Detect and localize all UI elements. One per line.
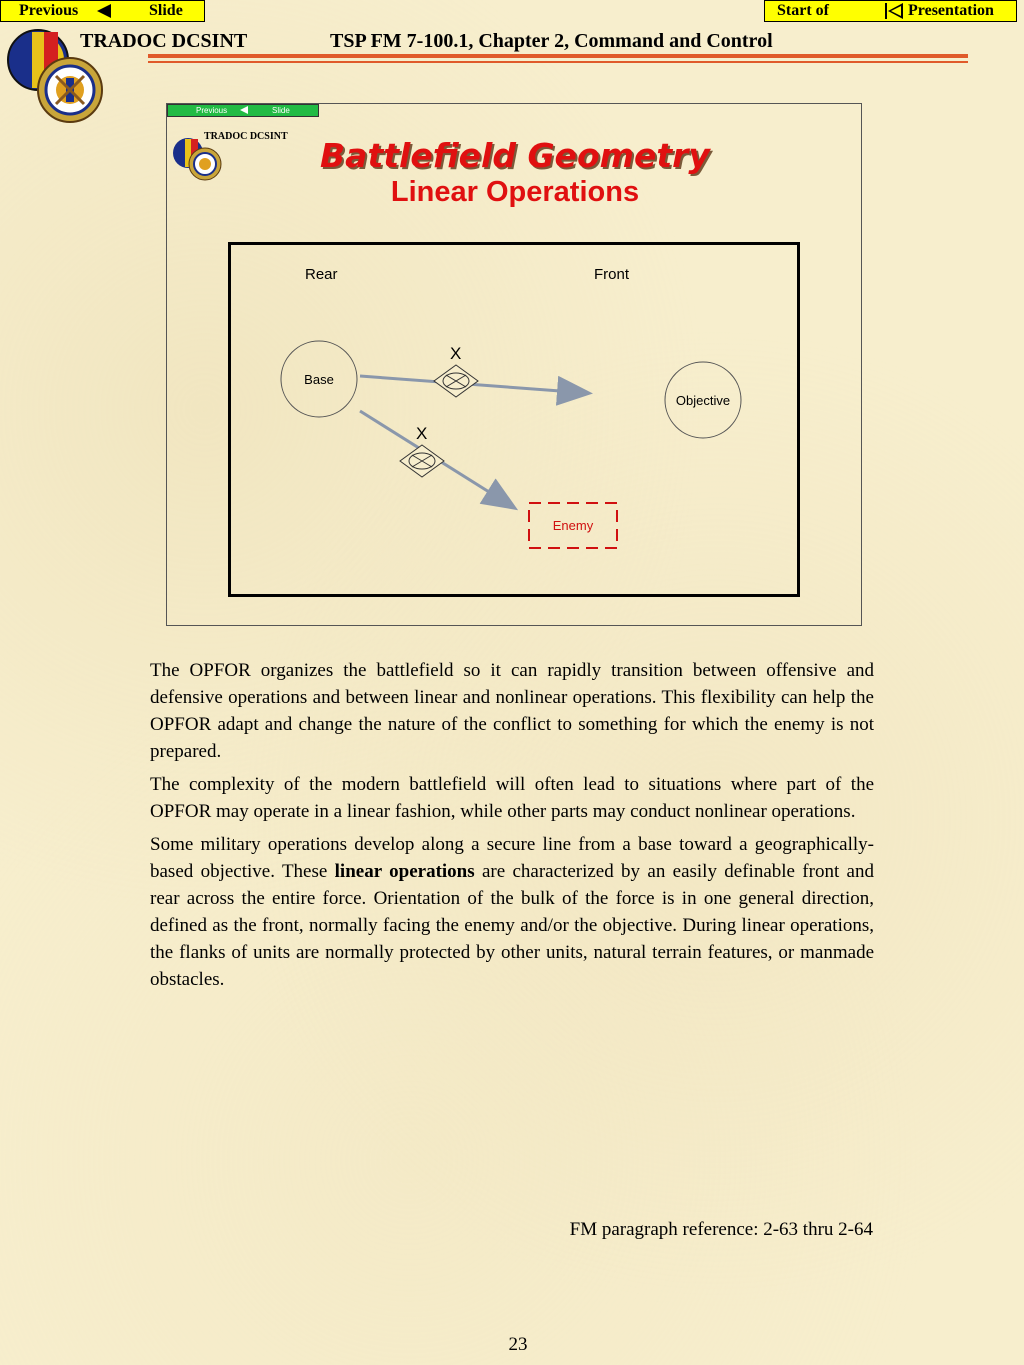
base-label: Base bbox=[304, 372, 334, 387]
page-number: 23 bbox=[508, 1334, 528, 1355]
front-label: Front bbox=[594, 266, 630, 283]
header-title: TSP FM 7-100.1, Chapter 2, Command and Control bbox=[330, 30, 773, 52]
unit-symbol-2 bbox=[400, 445, 444, 477]
enemy-label: Enemy bbox=[552, 518, 594, 533]
presentation-label: Presentation bbox=[908, 2, 994, 19]
header-rule bbox=[148, 54, 968, 58]
header-org: TRADOC DCSINT bbox=[80, 30, 248, 52]
mini-slide-label: Slide bbox=[272, 106, 290, 115]
paragraph-3 bbox=[150, 831, 874, 993]
header-rule-thin bbox=[148, 61, 968, 63]
slide-subtitle: Linear Operations bbox=[390, 176, 640, 208]
triangle-left-icon bbox=[97, 4, 111, 18]
fm-reference: FM paragraph reference: 2-63 thru 2-64 bbox=[569, 1219, 873, 1240]
start-of-label: Start of bbox=[777, 2, 829, 19]
diagram-graphics bbox=[231, 245, 797, 594]
paragraph-3-start: Some military operations develop along a secure line from a base toward a geographically-based objective. These bbox=[150, 834, 874, 882]
paragraph-3-end: are characterized by an easily definable front and rear across the entire force. Orientation of the bulk of the force is in one general direction, defined as the front, normally facing the enemy and/or the objective. During linear operations, the flanks of units are normally protected by other units, natural terrain features, or manmade obstacles. bbox=[150, 861, 874, 990]
body-text bbox=[150, 657, 874, 999]
previous-slide-button[interactable] bbox=[0, 0, 205, 22]
term-linear-operations: linear operations bbox=[334, 861, 475, 882]
rear-label: Rear bbox=[305, 266, 338, 283]
unit-symbol-1 bbox=[434, 365, 478, 397]
battlefield-diagram bbox=[228, 242, 800, 597]
unit-designation-1: X bbox=[450, 344, 462, 363]
slide-label: Slide bbox=[149, 2, 183, 19]
first-slide-bar-icon bbox=[885, 3, 887, 19]
start-of-presentation-button[interactable] bbox=[764, 0, 1017, 22]
mini-previous-label: Previous bbox=[196, 106, 228, 115]
paragraph-1: The OPFOR organizes the battlefield so it can rapidly transition between offensive and defensive operations and between linear and nonlinear operations. This flexibility can help the OPFOR adapt and change the nature of the conflict to something for which the enemy is not prepared. bbox=[150, 660, 874, 762]
mini-previous-slide-button bbox=[167, 104, 319, 117]
paragraph-2: The complexity of the modern battlefield will often lead to situations where part of the OPFOR may operate in a linear fashion, while other parts may conduct nonlinear operations. bbox=[150, 774, 874, 822]
unit-designation-2: X bbox=[416, 424, 428, 443]
previous-label: Previous bbox=[19, 2, 79, 19]
first-slide-triangle-icon bbox=[888, 3, 903, 19]
objective-label: Objective bbox=[675, 393, 731, 408]
slide-image bbox=[166, 103, 862, 626]
mini-triangle-left-icon bbox=[240, 106, 248, 114]
slide-org: TRADOC DCSINT bbox=[204, 131, 288, 142]
slide-title: Battlefield Geometry bbox=[320, 136, 710, 175]
